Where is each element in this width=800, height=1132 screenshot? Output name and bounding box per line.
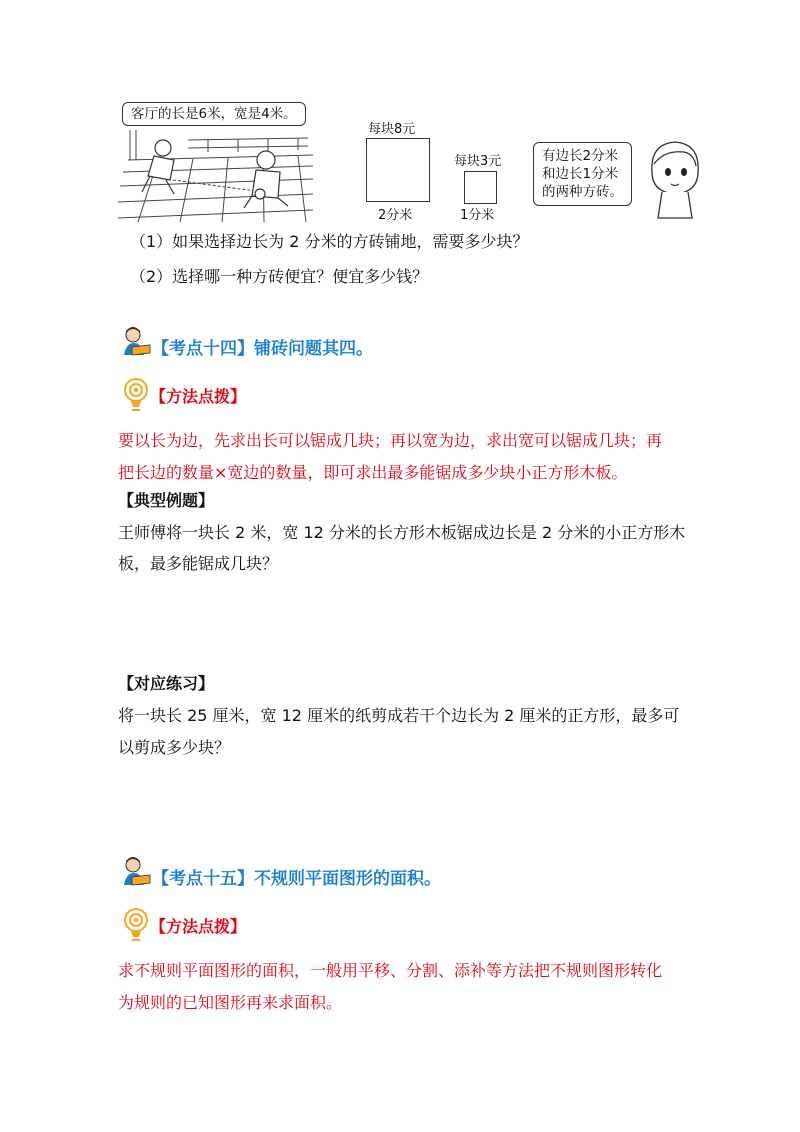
section-15-method-line-2: 为规则的已知图形再来求面积。 (118, 993, 343, 1012)
section-14-example-line-2: 板，最多能锯成几块？ (118, 554, 279, 573)
girl-bubble-line: 的两种方砖。 (542, 184, 623, 200)
bulb-icon (121, 377, 151, 413)
section-14-practice-line-1: 将一块长 25 厘米，宽 12 厘米的纸剪成若干个边长为 2 厘米的正方形，最多可 (118, 706, 680, 725)
section-14-method-line-2: 把长边的数量×宽边的数量，即可求出最多能锯成多少块小正方形木板。 (118, 463, 628, 482)
room-speech-bubble (122, 102, 306, 126)
girl-speech-bubble (533, 142, 632, 206)
room-dimensions-text: 客厅的长是6米，宽是4米。 (131, 106, 297, 122)
student-icon (120, 855, 152, 887)
big-tile-price: 每块8元 (368, 122, 416, 137)
section-14-example-line-1: 王师傅将一块长 2 米，宽 12 分米的长方形木板锯成边长是 2 分米的小正方形木 (118, 523, 686, 542)
section-14-method-label: 【方法点拨】 (150, 387, 247, 406)
section-14-practice-line-2: 以剪成多少块？ (118, 738, 231, 757)
section-15-title: 【考点十五】不规则平面图形的面积。 (152, 869, 441, 889)
girl-illustration (644, 136, 706, 220)
girl-bubble-line: 和边长1分米 (542, 166, 619, 182)
big-tile-square (366, 138, 430, 202)
small-tile-price: 每块3元 (454, 154, 502, 169)
section-15-method-label: 【方法点拨】 (150, 917, 247, 936)
small-tile-square (464, 171, 497, 204)
section-15-method-line-1: 求不规则平面图形的面积，一般用平移、分割、添补等方法把不规则图形转化 (118, 961, 663, 980)
question-2: （2）选择哪一种方砖便宜？便宜多少钱？ (130, 267, 429, 286)
lightbulb-icon (121, 907, 151, 943)
bulb-icon (121, 907, 151, 943)
section-14-example-label: 【典型例题】 (118, 491, 215, 510)
student-reading-icon (120, 855, 152, 887)
big-tile-size: 2分米 (378, 208, 413, 223)
student-icon (120, 325, 152, 357)
girl-bubble-line: 有边长2分米 (542, 148, 619, 164)
student-reading-icon (120, 325, 152, 357)
section-14-practice-label: 【对应练习】 (118, 674, 215, 693)
section-14-title: 【考点十四】铺砖问题其四。 (152, 339, 373, 359)
lightbulb-icon (121, 377, 151, 413)
question-1: （1）如果选择边长为 2 分米的方砖铺地，需要多少块？ (130, 232, 529, 251)
small-tile-size: 1分米 (460, 208, 495, 223)
girl-face-drawing (644, 136, 706, 220)
section-14-method-line-1: 要以长为边，先求出长可以锯成几块；再以宽为边，求出宽可以锯成几块；再 (118, 431, 663, 450)
